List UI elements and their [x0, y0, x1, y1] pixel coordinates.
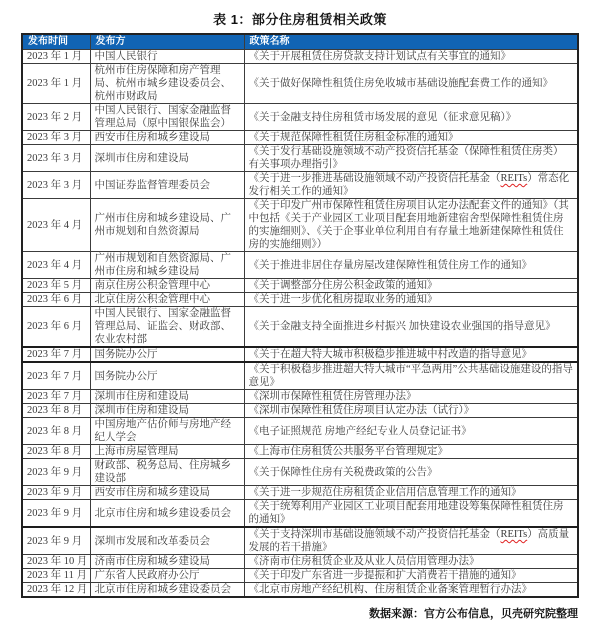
- table-row: [22, 527, 578, 555]
- page-title: 表 1：部分住房租赁相关政策: [213, 12, 387, 27]
- date-cell: 2023 年 6 月: [22, 307, 90, 348]
- publisher-cell: 广州市规划和自然资源局、广州市住房和城乡建设局: [90, 252, 244, 279]
- reits-spellcheck-underline: REITs: [500, 173, 528, 184]
- table-row: [22, 459, 578, 486]
- policy-cell: 《关于进一步规范住房租赁企业信用信息管理工作的通知》: [244, 486, 578, 500]
- date-cell: 2023 年 3 月: [22, 145, 90, 172]
- publisher-cell: 杭州市住房保障和房产管理局、杭州市城乡建设委员会、杭州市财政局: [90, 64, 244, 104]
- publisher-cell: 北京市住房和城乡建设委员会: [90, 583, 244, 598]
- publisher-cell: 中国人民银行、国家金融监督管理总局、证监会、财政部、农业农村部: [90, 307, 244, 348]
- table-row: [22, 555, 578, 569]
- policy-cell: 《上海市住房租赁公共服务平台管理规定》: [244, 445, 578, 459]
- publisher-cell: 广东省人民政府办公厅: [90, 569, 244, 583]
- date-cell: 2023 年 11 月: [22, 569, 90, 583]
- date-cell: 2023 年 8 月: [22, 418, 90, 445]
- table-row: [22, 500, 578, 528]
- date-cell: 2023 年 1 月: [22, 64, 90, 104]
- policy-cell: 《关于支持深圳市基础设施领域不动产投资信托基金（REITs）高质量发展的若干措施》: [244, 527, 578, 555]
- date-cell: 2023 年 12 月: [22, 583, 90, 598]
- date-cell: 2023 年 7 月: [22, 347, 90, 362]
- date-cell: 2023 年 8 月: [22, 445, 90, 459]
- table-row: [22, 569, 578, 583]
- publisher-cell: 济南市住房和城乡建设局: [90, 555, 244, 569]
- header-cell-publisher: 发布方: [90, 34, 244, 50]
- publisher-cell: 中国证券监督管理委员会: [90, 172, 244, 199]
- date-cell: 2023 年 4 月: [22, 252, 90, 279]
- policy-cell: 《关于积极稳步推进超大特大城市“平急两用”公共基础设施建设的指导意见》: [244, 362, 578, 390]
- date-cell: 2023 年 4 月: [22, 199, 90, 252]
- table-row: [22, 445, 578, 459]
- policy-cell: 《关于在超大特大城市积极稳步推进城中村改造的指导意见》: [244, 347, 578, 362]
- table-row: [22, 145, 578, 172]
- table-row: [22, 252, 578, 279]
- policy-cell: 《关于调整部分住房公积金政策的通知》: [244, 279, 578, 293]
- header-cell-policy: 政策名称: [244, 34, 578, 50]
- publisher-cell: 西安市住房和城乡建设局: [90, 131, 244, 145]
- policy-cell: 《关于统筹利用产业园区工业项目配套用地建设筹集保障性租赁住房的通知》: [244, 500, 578, 528]
- publisher-cell: 国务院办公厅: [90, 362, 244, 390]
- date-cell: 2023 年 6 月: [22, 293, 90, 307]
- policy-cell: 《关于推进非居住存量房屋改建保障性租赁住房工作的通知》: [244, 252, 578, 279]
- table-row: [22, 279, 578, 293]
- table-row: [22, 307, 578, 348]
- policy-cell: 《关于印发广东省进一步提振和扩大消费若干措施的通知》: [244, 569, 578, 583]
- policy-cell: 《电子证照规范 房地产经纪专业人员登记证书》: [244, 418, 578, 445]
- publisher-cell: 深圳市住房和建设局: [90, 390, 244, 404]
- table-row: [22, 172, 578, 199]
- table-row: [22, 50, 578, 64]
- publisher-cell: 中国人民银行: [90, 50, 244, 64]
- date-cell: 2023 年 7 月: [22, 390, 90, 404]
- publisher-cell: 北京住房公积金管理中心: [90, 293, 244, 307]
- table-row: [22, 583, 578, 598]
- publisher-cell: 广州市住房和城乡建设局、广州市规划和自然资源局: [90, 199, 244, 252]
- policy-cell: 《北京市房地产经纪机构、住房租赁企业备案管理暂行办法》: [244, 583, 578, 598]
- header-row: [22, 34, 578, 50]
- date-cell: 2023 年 8 月: [22, 404, 90, 418]
- publisher-cell: 上海市房屋管理局: [90, 445, 244, 459]
- publisher-cell: 中国房地产估价师与房地产经纪人学会: [90, 418, 244, 445]
- publisher-cell: 中国人民银行、国家金融监督管理总局（原中国银保监会）: [90, 104, 244, 131]
- policy-cell: 《关于保障性住房有关税费政策的公告》: [244, 459, 578, 486]
- table-row: [22, 131, 578, 145]
- reits-spellcheck-underline: REITs: [500, 529, 528, 540]
- policy-cell: 《关于金融支持住房租赁市场发展的意见（征求意见稿）》: [244, 104, 578, 131]
- policy-cell: 《关于进一步推进基础设施领域不动产投资信托基金（REITs）常态化发行相关工作的通知》: [244, 172, 578, 199]
- policy-cell: 《关于规范保障性租赁住房租金标准的通知》: [244, 131, 578, 145]
- date-cell: 2023 年 5 月: [22, 279, 90, 293]
- publisher-cell: 财政部、税务总局、住房城乡建设部: [90, 459, 244, 486]
- table-row: [22, 199, 578, 252]
- table-row: [22, 64, 578, 104]
- table-row: [22, 486, 578, 500]
- publisher-cell: 西安市住房和城乡建设局: [90, 486, 244, 500]
- policy-cell: 《深圳市保障性租赁住房项目认定办法（试行）》: [244, 404, 578, 418]
- date-cell: 2023 年 1 月: [22, 50, 90, 64]
- date-cell: 2023 年 3 月: [22, 131, 90, 145]
- table-row: [22, 104, 578, 131]
- date-cell: 2023 年 3 月: [22, 172, 90, 199]
- publisher-cell: 国务院办公厅: [90, 347, 244, 362]
- date-cell: 2023 年 9 月: [22, 500, 90, 528]
- date-cell: 2023 年 7 月: [22, 362, 90, 390]
- policy-cell: 《关于进一步优化租房提取业务的通知》: [244, 293, 578, 307]
- date-cell: 2023 年 9 月: [22, 459, 90, 486]
- publisher-cell: 南京住房公积金管理中心: [90, 279, 244, 293]
- table-row: [22, 347, 578, 362]
- table-body: [22, 50, 578, 598]
- policy-cell: 《济南市住房租赁企业及从业人员信用管理办法》: [244, 555, 578, 569]
- policy-table: [21, 33, 579, 598]
- policy-cell: 《深圳市保障性租赁住房管理办法》: [244, 390, 578, 404]
- date-cell: 2023 年 9 月: [22, 486, 90, 500]
- table-row: [22, 390, 578, 404]
- date-cell: 2023 年 10 月: [22, 555, 90, 569]
- table-row: [22, 404, 578, 418]
- policy-cell: 《关于发行基础设施领域不动产投资信托基金（保障性租赁住房类）有关事项办理指引》: [244, 145, 578, 172]
- table-row: [22, 362, 578, 390]
- policy-cell: 《关于印发广州市保障性租赁住房项目认定办法配套文件的通知》（其中包括《关于产业园区工业项目配套用地新建宿舍型保障性租赁住房的实施细则》、《关于企事业单位利用自有存量土地新建保障性租赁住房的实施细则》）: [244, 199, 578, 252]
- policy-cell: 《关于开展租赁住房贷款支持计划试点有关事宜的通知》: [244, 50, 578, 64]
- policy-cell: 《关于金融支持全面推进乡村振兴 加快建设农业强国的指导意见》: [244, 307, 578, 348]
- date-cell: 2023 年 2 月: [22, 104, 90, 131]
- table-row: [22, 293, 578, 307]
- policy-cell: 《关于做好保障性租赁住房免收城市基础设施配套费工作的通知》: [244, 64, 578, 104]
- publisher-cell: 深圳市住房和建设局: [90, 145, 244, 172]
- header-cell-date: 发布时间: [22, 34, 90, 50]
- data-source-note: 数据来源：官方公布信息，贝壳研究院整理: [369, 608, 578, 620]
- publisher-cell: 深圳市住房和建设局: [90, 404, 244, 418]
- table-header: [22, 34, 578, 50]
- publisher-cell: 深圳市发展和改革委员会: [90, 527, 244, 555]
- publisher-cell: 北京市住房和城乡建设委员会: [90, 500, 244, 528]
- table-row: [22, 418, 578, 445]
- date-cell: 2023 年 9 月: [22, 527, 90, 555]
